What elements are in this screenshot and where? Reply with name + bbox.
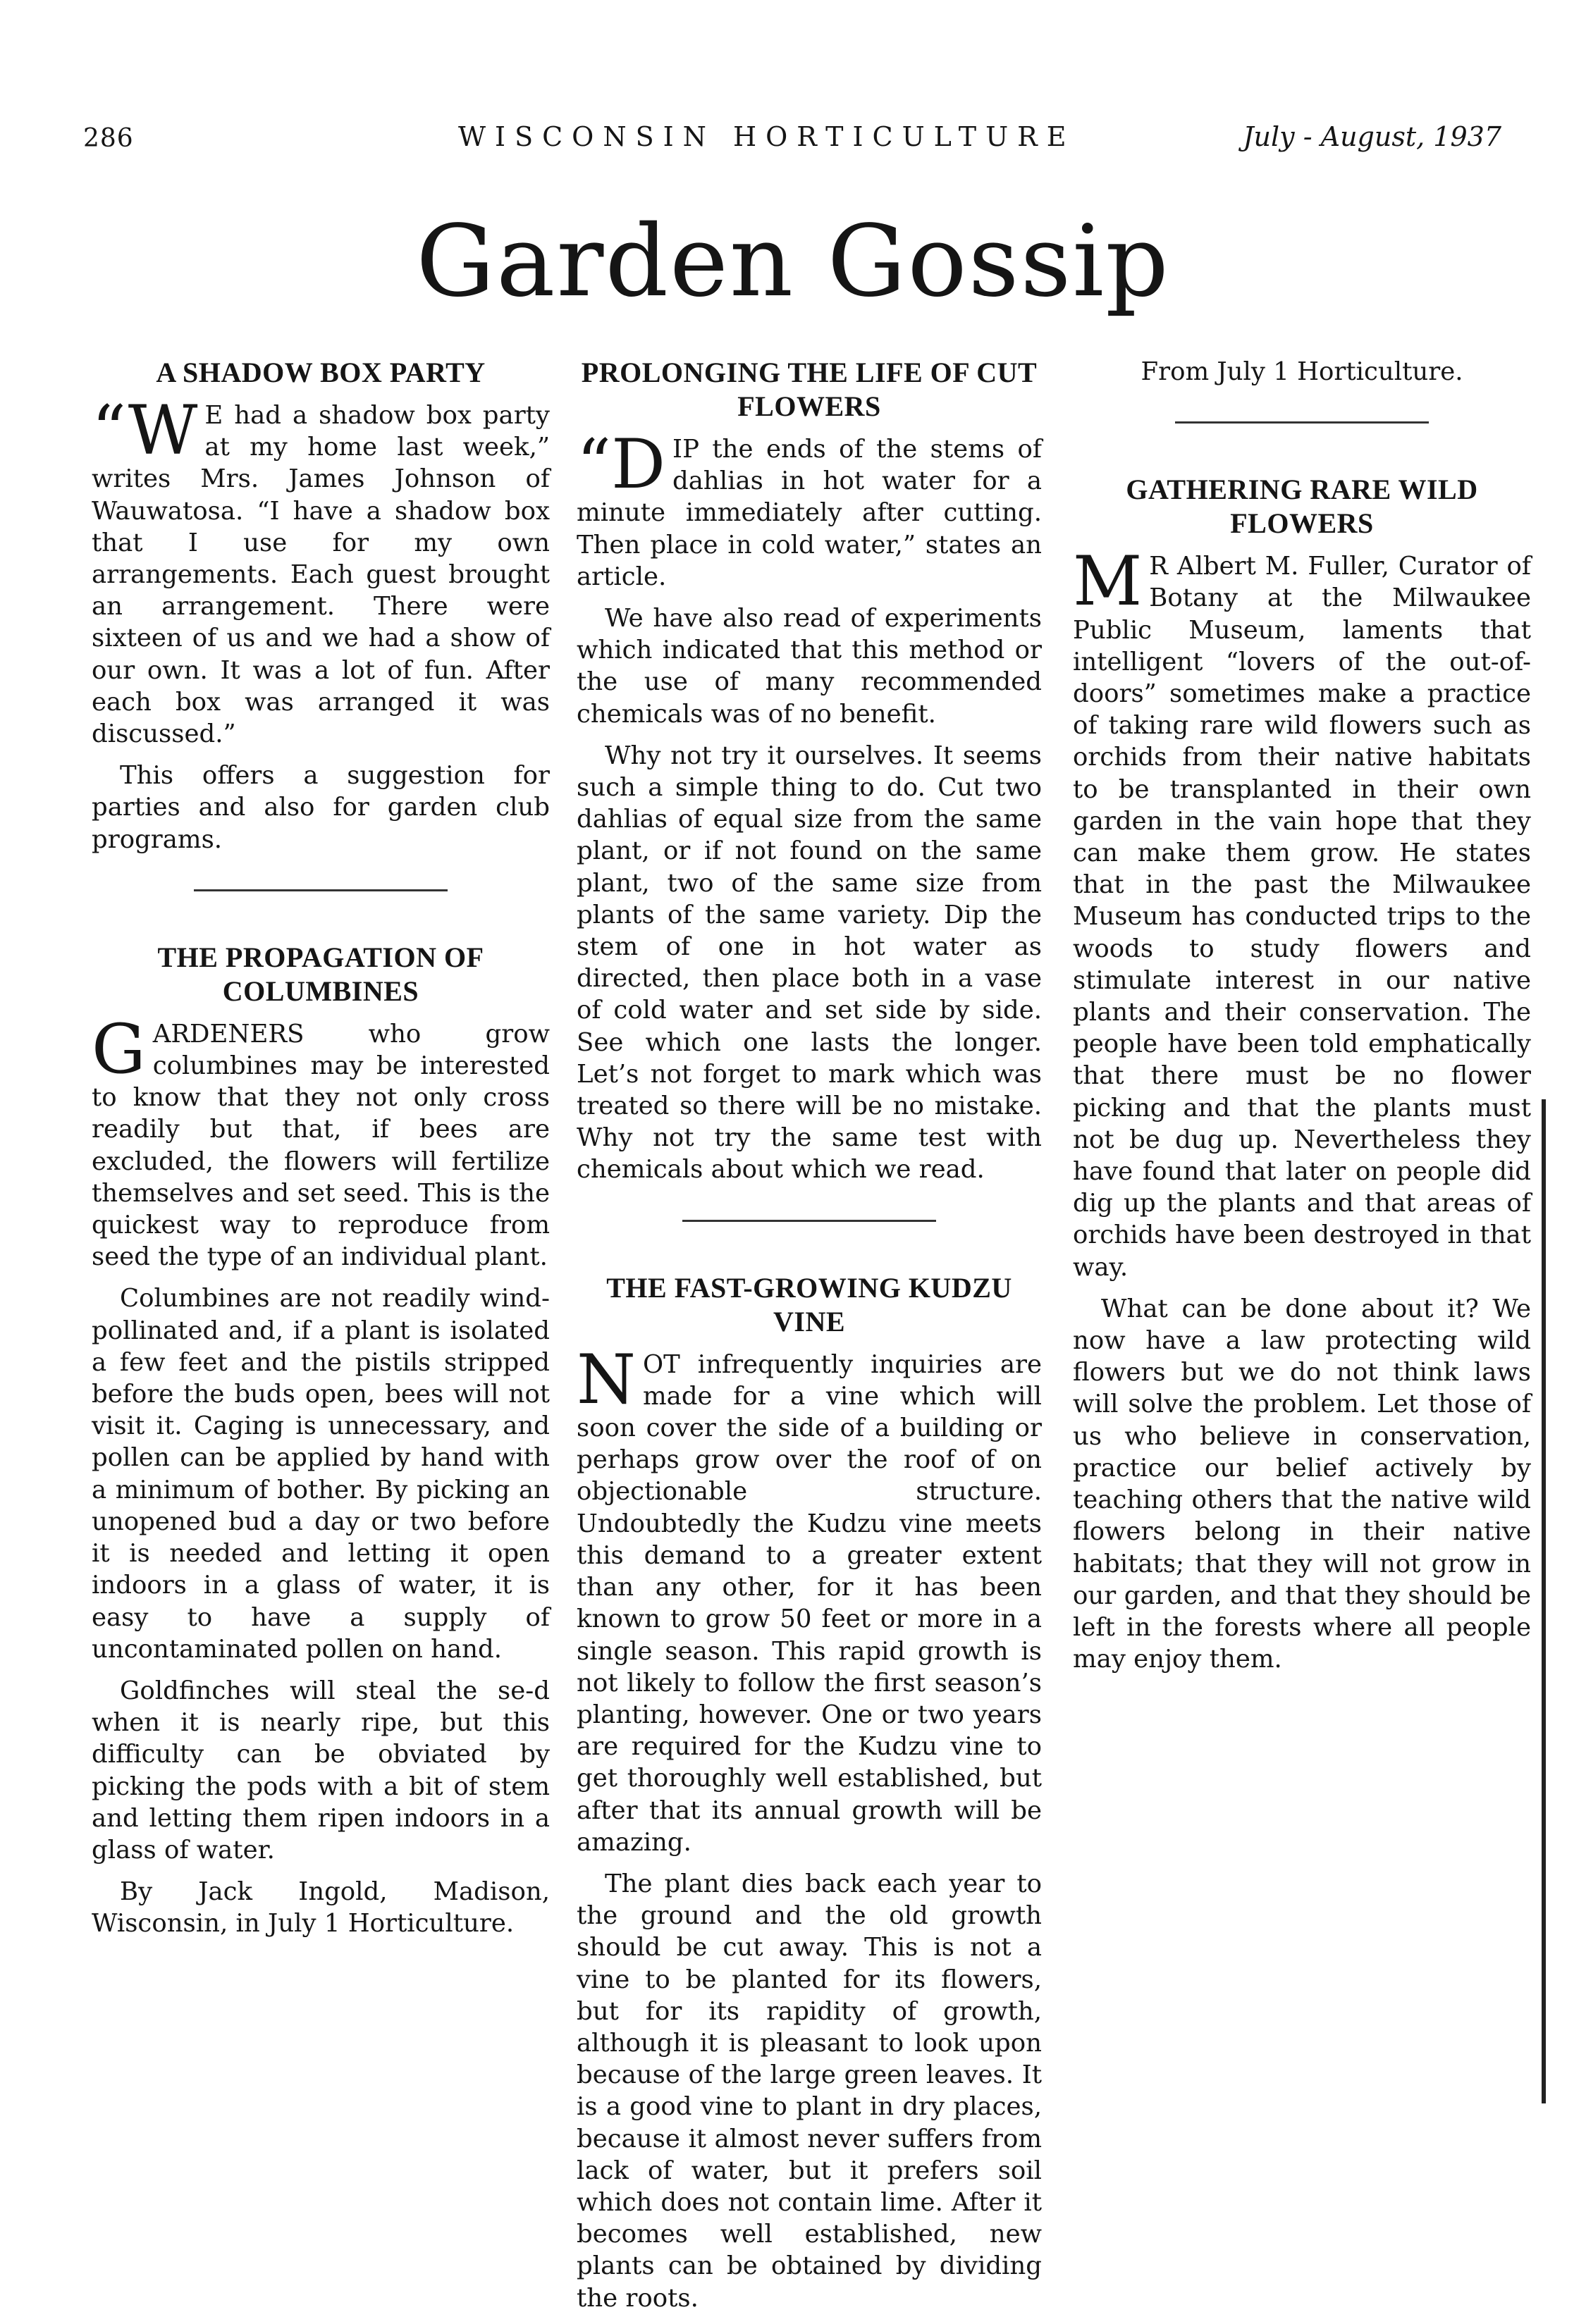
- paragraph-text: OT infrequently inquiries are made for a vine which will soon cover the side of a building or perhaps grow over the roof of on objectionable structure. Undoubtedly the Kudzu vine meets this demand to a greater extent than any other, for it has been known to grow 50 feet or more in a single season. This rapid growth is not likely to follow the first season’s planting, however. One or two years are required for the Kudzu vine to get thoroughly well established, but after that its annual growth will be amazing.: [577, 1349, 1042, 1857]
- article-paragraph: [92, 1009, 550, 1273]
- section-divider: [1175, 421, 1429, 424]
- article-heading-shadow-box: A SHADOW BOX PARTY: [156, 357, 486, 388]
- journal-title: WISCONSIN HORTICULTURE: [458, 121, 1076, 152]
- page-number: 286: [83, 124, 134, 153]
- drop-cap: “D: [577, 425, 666, 504]
- drop-cap: M: [1073, 542, 1143, 622]
- paragraph-text: ARDENERS who grow columbines may be interested to know that they not only cross readily but that, if bees are excluded, the flowers will fertilize themselves and set seed. This is the quickest way to reproduce from seed the type of an individual plant.: [92, 1019, 550, 1272]
- article-paragraph: [577, 1340, 1042, 1858]
- section-divider: [682, 1220, 936, 1222]
- article-paragraph: Goldfinches will steal the se-d when it is nearly ripe, but this difficulty can be obviated by picking the pods with a bit of stem and letting them ripen indoors in a glass of water.: [92, 1676, 550, 1865]
- section-divider: [194, 889, 448, 891]
- article-heading-wild-flowers: GATHERING RARE WILD FLOWERS: [1126, 474, 1478, 540]
- issue-date: July - August, 1937: [1243, 121, 1501, 152]
- article-paragraph: [577, 425, 1042, 593]
- article-paragraph: Columbines are not readily wind-pollinated and, if a plant is isolated a few feet and the pistils stripped before the buds open, bees will not visit it. Caging is unnecessary, and pollen can be applied by hand with a minimum of bother. By picking an unopened bud a day or two before it is needed and letting it open indoors in a glass of water, it is easy to have a supply of uncontaminated pollen on hand.: [92, 1284, 550, 1664]
- article-heading-columbines: THE PROPAGATION OF COLUMBINES: [157, 941, 484, 1007]
- article-paragraph: [1073, 542, 1531, 1283]
- drop-cap: G: [92, 1009, 146, 1089]
- article-paragraph: [92, 391, 550, 750]
- paragraph-text: E had a shadow box party at my home last week,” writes Mrs. James Johnson of Wauwatosa. “I have a shadow box that I use for my own arrangements. Each guest brought an arrangement. There were sixteen of us and we had a show of our own. It was a lot of fun. After each box was arranged it was discussed.”: [92, 401, 550, 749]
- column-3: [1073, 356, 1531, 1685]
- article-paragraph: What can be done about it? We now have a law protecting wild flowers but we do not think laws will solve the problem. Let those of us who believe in conservation, practice our belief actively by teaching others that the native wild flowers belong in their native habitats; that they will not grow in our garden, and that they should be left in the forests where all people may enjoy them.: [1073, 1294, 1531, 1674]
- margin-rule: [1542, 1099, 1546, 2103]
- paragraph-text: R Albert M. Fuller, Curator of Botany at the Milwaukee Public Museum, laments that intelligent “lovers of the out-of-doors” sometimes make a practice of taking rare wild flowers such as orchids from their native habitats to be transplanted in their own garden in the vain hope that they can make them grow. He states that in the past the Milwaukee Museum has conducted trips to the woods to study flowers and stimulate interest in our native plants and their conservation. The people have been told emphatically that there must be no flower picking and that the plants must not be dug up. Nevertheless they have found that later on people did dig up the plants and that areas of orchids have been destroyed in that way.: [1073, 552, 1531, 1282]
- article-paragraph: This offers a suggestion for parties and also for garden club programs.: [92, 761, 550, 854]
- article-heading-cut-flowers: PROLONGING THE LIFE OF CUT FLOWERS: [581, 357, 1038, 422]
- article-paragraph: The plant dies back each year to the ground and the old growth should be cut away. This is not a vine to be planted for its flowers, but for its rapidity of growth, although it is pleasant to look upon because of the large green leaves. It is a good vine to plant in dry places, because it almost never suffers from lack of water, but it prefers soil which does not contain lime. After it becomes well established, new plants can be obtained by dividing the roots.: [577, 1869, 1042, 2313]
- article-paragraph: We have also read of experiments which indicated that this method or the use of many recommended chemicals was of no benefit.: [577, 604, 1042, 729]
- drop-cap: “W: [92, 391, 198, 470]
- article-byline: By Jack Ingold, Madison, Wisconsin, in July 1 Horticulture.: [92, 1877, 550, 1939]
- column-1: [92, 356, 550, 1950]
- article-heading-kudzu: THE FAST-GROWING KUDZU VINE: [606, 1271, 1012, 1337]
- article-credit: From July 1 Horticulture.: [1141, 357, 1463, 386]
- drop-cap: N: [577, 1340, 636, 1419]
- paragraph-text: IP the ends of the stems of dahlias in hot water for a minute immediately after cutting. Then place in cold water,” states an article.: [577, 435, 1042, 591]
- article-paragraph: Why not try it ourselves. It seems such a simple thing to do. Cut two dahlias of equal size from the same plant, or if not found on the same plant, two of the same size from plants of the same variety. Dip the stem of one in hot water as directed, then place both in a vase of cold water and set side by side. See which one lasts the longer. Let’s not forget to mark which was treated so there will be no mistake. Why not try the same test with chemicals about which we read.: [577, 741, 1042, 1185]
- page-title: Garden Gossip: [416, 204, 1170, 319]
- column-2: [577, 356, 1042, 2324]
